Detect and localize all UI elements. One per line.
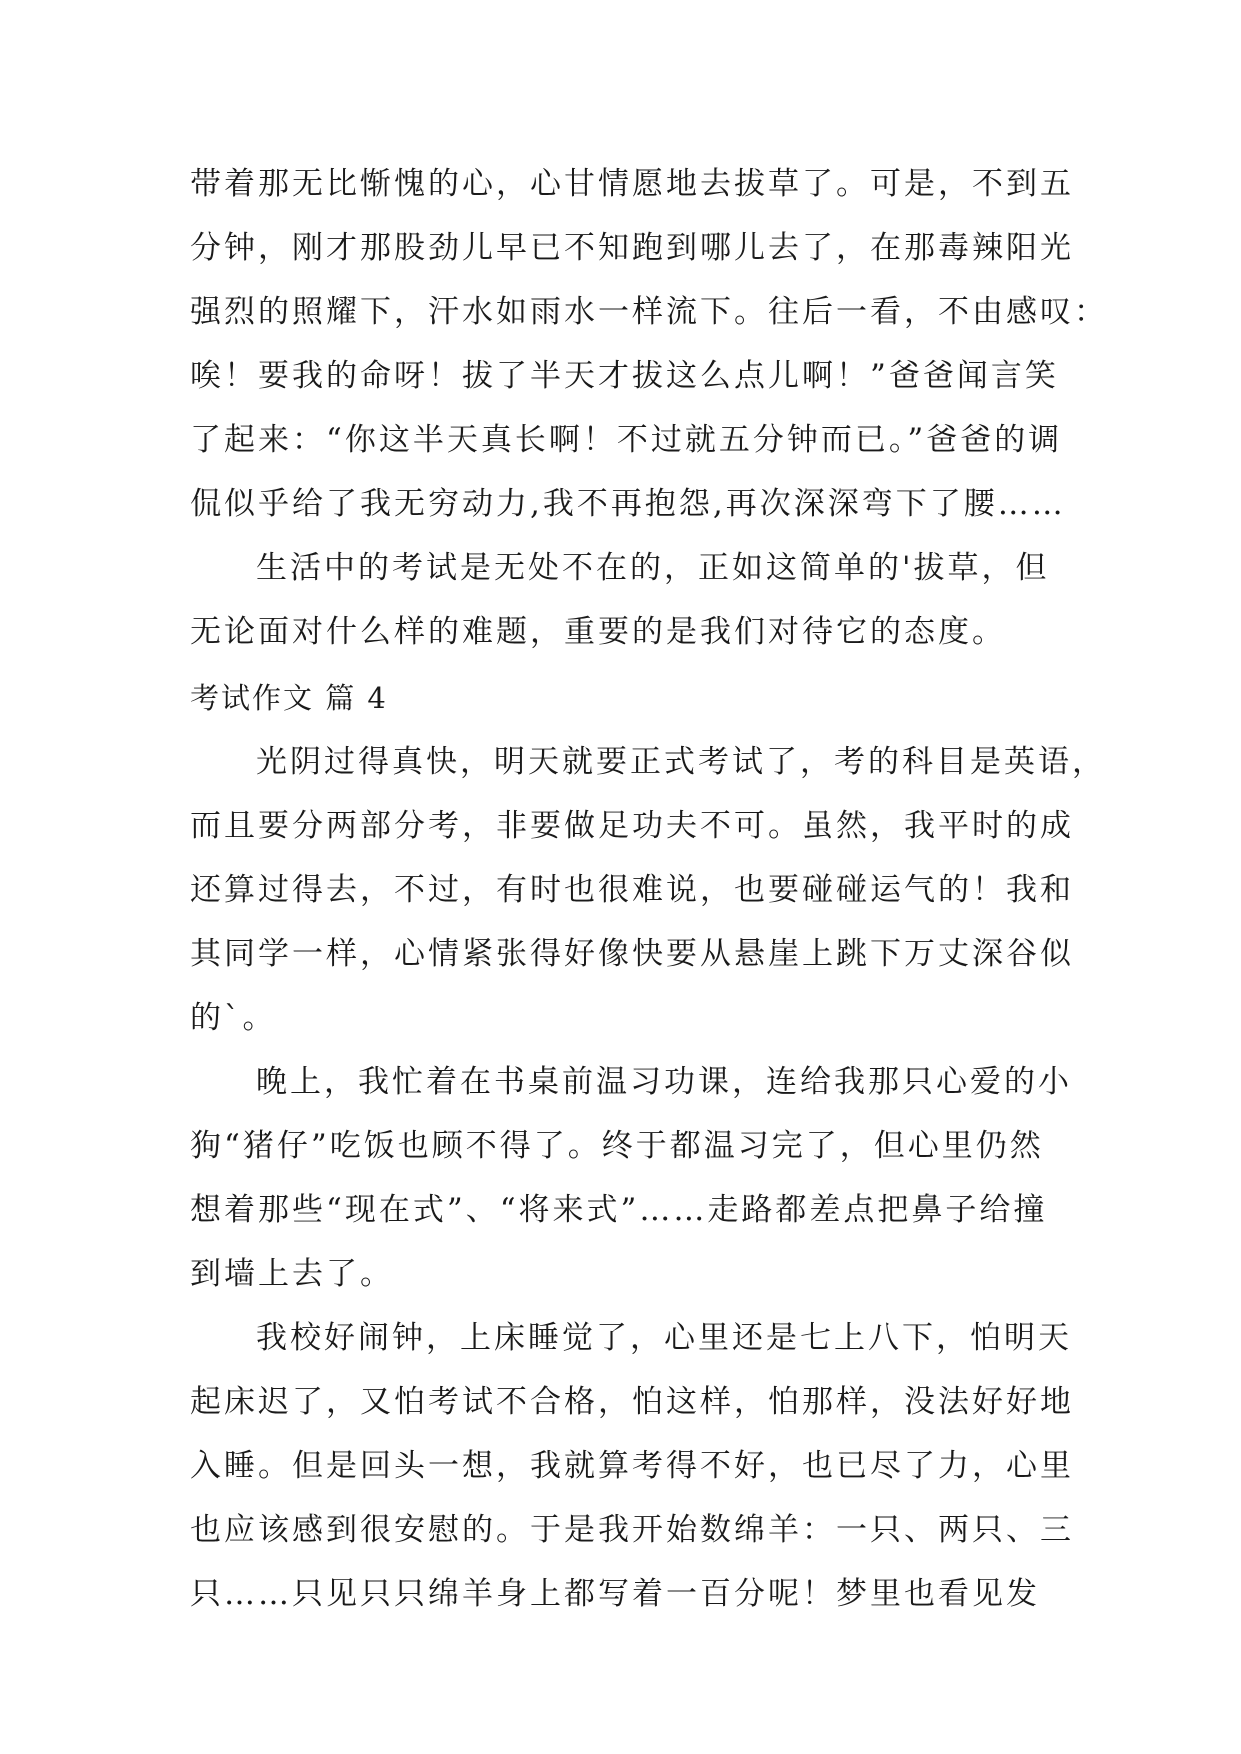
paragraph-block-1 — [190, 152, 1108, 664]
text-line: 晚上，我忙着在书桌前温习功课，连给我那只心爱的小 — [256, 1064, 1072, 1100]
text-line: 了起来：“你这半天真长啊！不过就五分钟而已。”爸爸的调 — [190, 422, 1063, 458]
section-title: 考试作文 篇 4 — [190, 681, 388, 715]
text-line: 起床迟了，又怕考试不合格，怕这样，怕那样，没法好好地 — [190, 1384, 1074, 1420]
text-line: 其同学一样，心情紧张得好像快要从悬崖上跳下万丈深谷似 — [190, 936, 1074, 972]
text-line: 分钟，刚才那股劲儿早已不知跑到哪儿去了，在那毒辣阳光 — [190, 230, 1074, 266]
text-line: 生活中的考试是无处不在的，正如这简单的'拔草，但 — [256, 550, 1050, 586]
text-line: 我校好闹钟，上床睡觉了，心里还是七上八下，怕明天 — [256, 1320, 1072, 1356]
text-line: 狗“猪仔”吃饭也顾不得了。终于都温习完了，但心里仍然 — [190, 1128, 1044, 1164]
text-line: 唉！要我的命呀！拔了半天才拔这么点儿啊！”爸爸闻言笑 — [190, 358, 1059, 394]
paragraph-block-2 — [190, 730, 1106, 1626]
text-line: 入睡。但是回头一想，我就算考得不好，也已尽了力，心里 — [190, 1448, 1074, 1484]
text-line: 侃似乎给了我无穷动力,我不再抱怨,再次深深弯下了腰…… — [190, 486, 1066, 522]
text-line: 光阴过得真快，明天就要正式考试了，考的科目是英语， — [256, 744, 1106, 780]
text-line: 还算过得去，不过，有时也很难说，也要碰碰运气的！我和 — [190, 872, 1074, 908]
text-line: 想着那些“现在式”、“将来式”……走路都差点把鼻子给撞 — [190, 1192, 1048, 1228]
text-line: 无论面对什么样的难题，重要的是我们对待它的态度。 — [190, 614, 1006, 650]
text-line: 带着那无比惭愧的心，心甘情愿地去拔草了。可是，不到五 — [190, 166, 1074, 202]
text-line: 只……只见只只绵羊身上都写着一百分呢！梦里也看见发 — [190, 1576, 1040, 1612]
text-line: 也应该感到很安慰的。于是我开始数绵羊：一只、两只、三 — [190, 1512, 1074, 1548]
text-line: 强烈的照耀下，汗水如雨水一样流下。往后一看，不由感叹： — [190, 294, 1108, 330]
text-line: 的`。 — [190, 1000, 277, 1036]
text-line: 而且要分两部分考，非要做足功夫不可。虽然，我平时的成 — [190, 808, 1074, 844]
text-line: 到墙上去了。 — [190, 1256, 394, 1292]
